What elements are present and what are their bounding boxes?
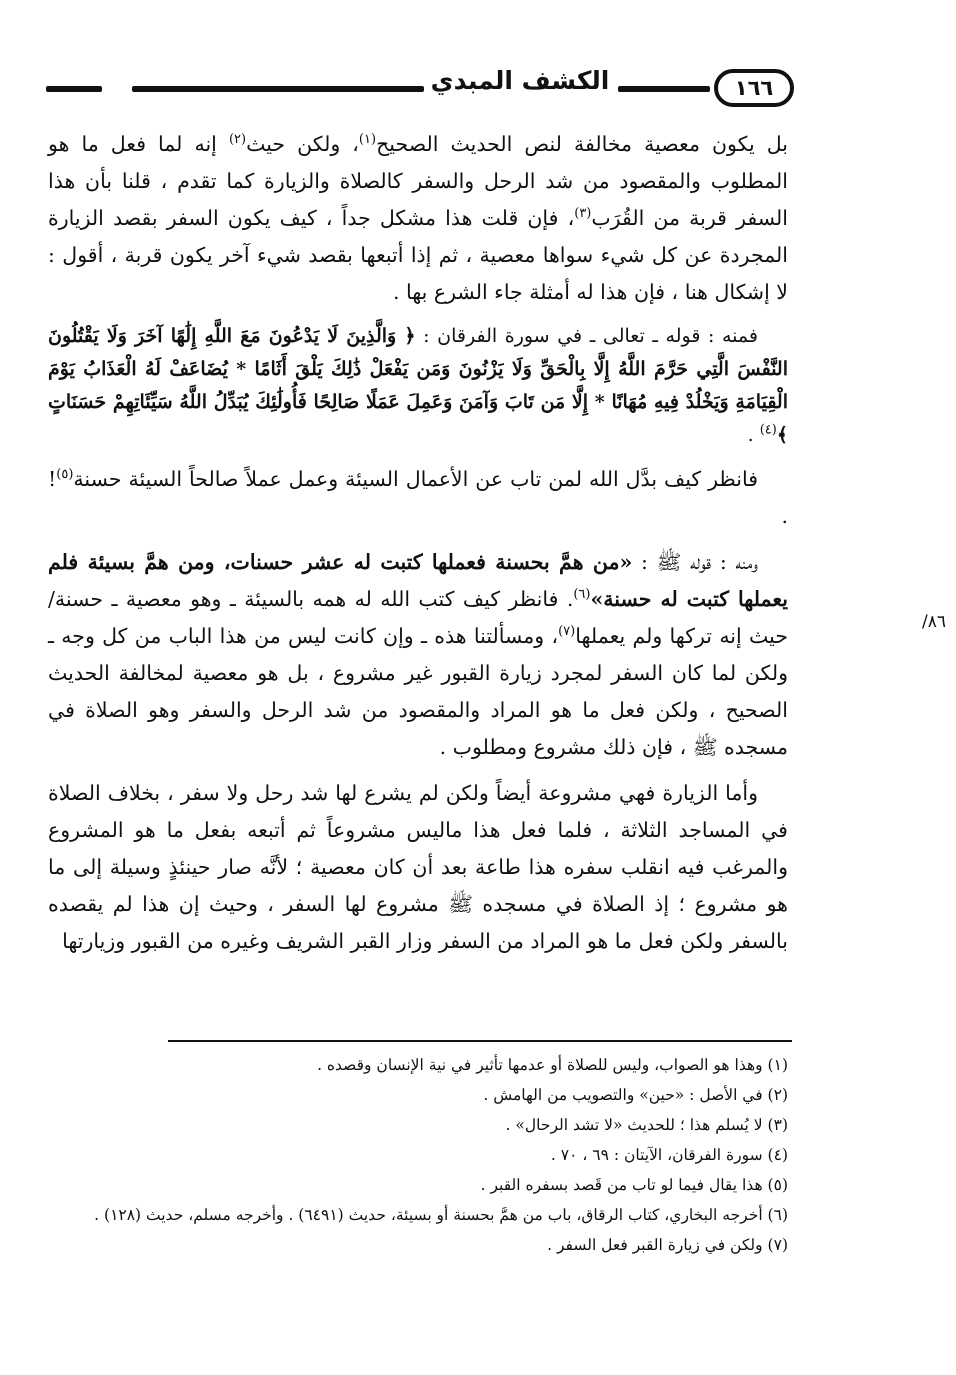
paragraph-text: إنه لما فعل ما هو المطلوب والمقصود من شد الرحل والسفر كالصلاة والزيارة كما تقدم ، قلنا بأن هذا السفر قربة من القُرَب	[48, 132, 788, 230]
page-header	[40, 66, 796, 114]
paragraph	[48, 775, 788, 960]
paragraph-text: بل يكون معصية مخالفة لنص الحديث الصحيح	[376, 132, 788, 156]
paragraph-text: ، ولكن حيث	[246, 132, 359, 156]
footnote: (٢) في الأصل : «حين» والتصويب من الهامش .	[483, 1086, 788, 1104]
paragraph	[48, 320, 788, 452]
footnote-separator	[168, 1040, 792, 1042]
paragraph	[48, 544, 788, 766]
page-number: ١٦٦	[714, 69, 794, 107]
footnote-ref[interactable]: (٢)	[228, 132, 247, 148]
footnote: (٦) أخرجه البخاري، كتاب الرقاق، باب من همَّ بحسنة أو بسيئة، حديث (٦٤٩١) . وأخرجه مسلم، حديث (١٢٨) .	[94, 1206, 788, 1224]
footnote: (٥) هذا يقال فيما لو تاب من قَصد بسفره القبر .	[480, 1176, 788, 1194]
paragraph-text: فمنه : قوله ـ تعالى ـ في سورة الفرقان :	[415, 325, 758, 347]
paragraph-text: ، فإن قلت هذا مشكل جداً ، كيف يكون السفر بقصد الزيارة المجردة عن كل شيء سواها معصية ، ثم إذا أتبعها بقصد شيء آخر يكون قربة ، أقول : لا إشكال هنا ، فإن هذا له أمثلة جاء الشرع بها .	[48, 206, 789, 304]
footnote: (٤) سورة الفرقان، الآيتان : ٦٩ ، ٧٠ .	[550, 1146, 788, 1164]
manuscript-folio-note: ٨٦/	[922, 612, 946, 632]
footnote-ref[interactable]: (٦)	[573, 587, 591, 603]
paragraph-text: ، ومسألتنا هذه ـ وإن كانت ليس من هذا الباب من كل وجه ـ ولكن لما كان السفر لمجرد زيارة القبور غير مشروع ، بل هو معصية لمخالفة الحديث الصحيح ، ولكن فعل ما هو المراد والمقصود من شد الرحل والسفر وهو الصلاة في مسجده ﷺ ، فإن ذلك مشروع ومطلوب .	[48, 624, 788, 759]
footnote-ref[interactable]: (١)	[358, 132, 377, 148]
footnote-ref[interactable]: (٥)	[56, 467, 74, 483]
footnote: (١) وهذا هو الصواب، وليس للصلاة أو عدمها تأثير في نية الإنسان وقصده .	[317, 1056, 788, 1074]
footnote: (٧) ولكن في زيارة القبر فعل السفر .	[547, 1236, 788, 1254]
book-title: الكشف المبدي	[430, 66, 610, 95]
paragraph-text: ومنه : قوله ﷺ :	[632, 550, 758, 574]
footnote-ref[interactable]: (٤)	[759, 422, 777, 438]
footnote: (٣) لا يُسلم هذا ؛ للحديث «لا تشد الرحال» .	[505, 1116, 788, 1134]
paragraph-text: فانظر كيف بدَّل الله لمن تاب عن الأعمال السيئة وعمل عملاً صالحاً السيئة حسنة	[73, 467, 758, 491]
paragraph-text: وأما الزيارة فهي مشروعة أيضاً ولكن لم يشرع لها شد رحل ولا سفر ، بخلاف الصلاة في المساجد الثلاثة ، فلما فعل هذا ماليس مشروعاً ثم أتبعه بفعل ما هو المشروع والمرغب فيه انقلب سفره هذا طاعة بعد أن كان معصية ؛ لأنَّه صار حينئذٍ وسيلة إلى ما هو مشروع ؛ إذ الصلاة في مسجده ﷺ مشروع لها السفر ، وحيث إن هذا لم يقصده بالسفر ولكن فعل ما هو المراد من السفر وزار القبر الشريف وغيره من القبور وزيارتها	[48, 781, 788, 953]
paragraph	[48, 126, 788, 311]
footnotes	[48, 1050, 788, 1260]
header-rule	[618, 86, 710, 92]
header-rule	[132, 86, 424, 92]
body-text	[48, 126, 788, 969]
header-rule	[46, 86, 102, 92]
paragraph-text: . فانظر كيف كتب الله له همه بالسيئة ـ وهو معصية ـ حسنة/ حيث إنه تركها ولم يعملها	[48, 587, 788, 648]
paragraph	[48, 461, 788, 535]
footnote-ref[interactable]: (٣)	[574, 206, 592, 222]
hadith-quote: «من همَّ بحسنة فعملها كتبت له عشر حسنات، ومن همَّ بسيئة فلم يعملها كتبت له حسنة»	[48, 550, 788, 611]
paragraph-text: .	[747, 424, 760, 446]
paragraph-text: ! .	[48, 467, 788, 528]
quran-verse: ﴿ وَالَّذِينَ لَا يَدْعُونَ مَعَ اللَّهِ إِلَٰهًا آخَرَ وَلَا يَقْتُلُونَ النَّفْسَ الَّتِي حَرَّمَ اللَّهُ إِلَّا بِالْحَقِّ وَلَا يَزْنُونَ وَمَن يَفْعَلْ ذَٰلِكَ يَلْقَ أَثَامًا * يُضَاعَفْ لَهُ الْعَذَابُ يَوْمَ الْقِيَامَةِ وَيَخْلُدْ فِيهِ مُهَانًا * إِلَّا مَن تَابَ وَآمَنَ وَعَمِلَ عَمَلًا صَالِحًا فَأُولَٰئِكَ يُبَدِّلُ اللَّهُ سَيِّئَاتِهِمْ حَسَنَاتٍ ﴾	[48, 325, 788, 446]
footnote-ref[interactable]: (٧)	[558, 624, 576, 640]
